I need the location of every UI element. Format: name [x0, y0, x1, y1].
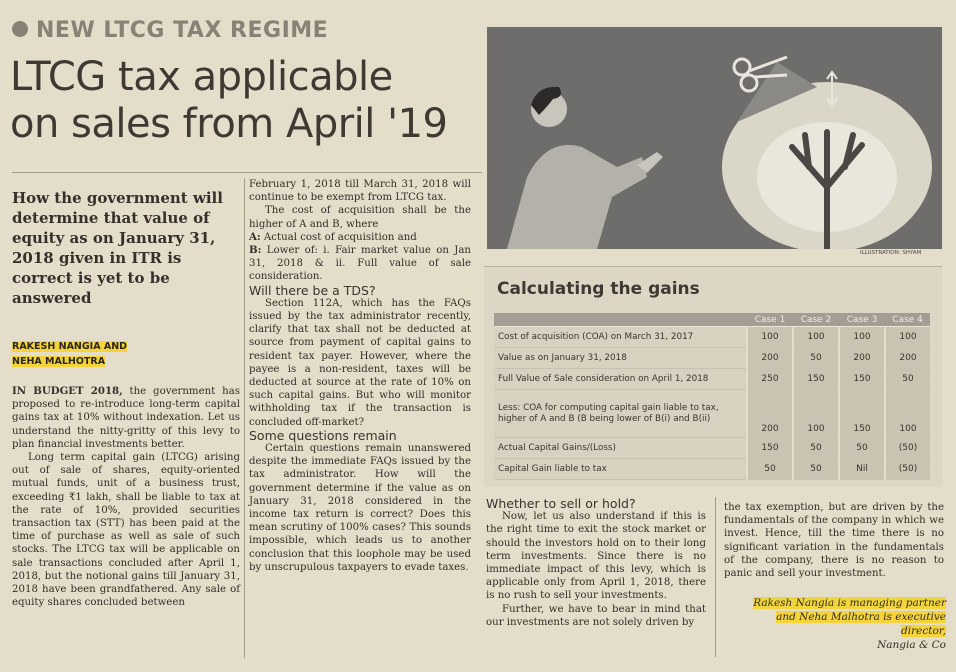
- bullet-dot-icon: [12, 21, 28, 37]
- article-column-1: [12, 385, 240, 609]
- cell: 150: [839, 369, 885, 390]
- cell: 50: [793, 459, 839, 480]
- cell: 150: [839, 390, 885, 438]
- cell: 200: [747, 348, 793, 369]
- table-row: [494, 438, 930, 459]
- byline: [12, 339, 237, 369]
- row-label: Actual Capital Gains/(Loss): [494, 438, 747, 459]
- paragraph: Long term capital gain (LTCG) arising out of sale of shares, equity-oriented mutual funds, unit of a business trust, exceeding ₹1 lakh, shall be liable to tax at the rate of 10%, provided securities transaction tax (STT) has been paid at the time of purchase as well as sale of such stocks. The LTCG tax will be applicable on sale transactions concluded after April 1, 2018, but the notional gains till January 31, 2018 have been grandfathered. Any sale of equity shares concluded between: [12, 452, 240, 609]
- table-title: Calculating the gains: [497, 279, 700, 299]
- article-column-3: [486, 497, 706, 629]
- cell: 200: [885, 348, 930, 369]
- paragraph: Section 112A, which has the FAQs issued by the tax administrator recently, clarify that tax shall not be deducted at source from payment of capital gains to resident tax payer. However, where the payee is a non-resident, taxes will be deducted at source at the rate of 10% on such capital gains. But who will monitor withholding tax if the transaction is concluded off-market?: [249, 297, 471, 428]
- table-row: [494, 327, 930, 348]
- cell: Nil: [839, 459, 885, 480]
- row-label: Full Value of Sale consideration on April 1, 2018: [494, 369, 747, 390]
- column-divider: [244, 178, 245, 658]
- cell: 100: [747, 327, 793, 348]
- cell: 100: [793, 327, 839, 348]
- gains-table: [494, 313, 930, 480]
- cell: 50: [839, 438, 885, 459]
- paragraph: IN BUDGET 2018, the government has proposed to re-introduce long-term capital gains tax at 10% without indexation. Let us understand the nitty-gritty of this levy to plan financial investments better.: [12, 385, 240, 450]
- cell: 50: [793, 438, 839, 459]
- paragraph: B: Lower of: i. Fair market value on Jan 31, 2018 & ii. Full value of sale consideration.: [249, 244, 471, 283]
- paragraph: the tax exemption, but are driven by the fundamentals of the company in which we invest. Hence, till the time there is no significant variation in the fundamentals of the company, there is no reason to panic and sell your investment.: [724, 502, 944, 580]
- cell: 100: [885, 390, 930, 438]
- cell: 100: [839, 327, 885, 348]
- cell: 200: [839, 348, 885, 369]
- cell: 50: [793, 348, 839, 369]
- cell: 150: [747, 438, 793, 459]
- cell: 100: [793, 390, 839, 438]
- author-note-line-1: Rakesh Nangia is managing partner: [753, 597, 946, 609]
- paragraph: Now, let us also understand if this is the right time to exit the stock market or should the investors hold on to their long term investments. Since there is no immediate impact of this levy, which is applicable only from April 1, 2018, there is no rush to sell your investments.: [486, 511, 706, 602]
- row-label: Capital Gain liable to tax: [494, 459, 747, 480]
- cell: 100: [885, 327, 930, 348]
- table-row: [494, 459, 930, 480]
- illustration: [487, 27, 942, 249]
- paragraph: Further, we have to bear in mind that our investments are not solely driven by: [486, 603, 706, 628]
- author-note-line-3: Nangia & Co: [877, 639, 946, 651]
- row-label: Value as on January 31, 2018: [494, 348, 747, 369]
- paragraph: Certain questions remain unanswered despite the immediate FAQs issued by the tax administrator. How will the government determine if the value as on January 31, 2018 considered in the income tax return is correct? Does this mean scrutiny of 100% cases? This sounds impossible, which leads us to another conclusion that this loophole may be used by unscrupulous taxpayers to evade taxes.: [249, 443, 471, 573]
- cell: 50: [885, 369, 930, 390]
- deck-summary: How the government will determine that value of equity as on January 31, 2018 given in ITR is correct is yet to be answered: [12, 189, 223, 307]
- table-header-row: [494, 313, 930, 327]
- paragraph: A: Actual cost of acquisition and: [249, 230, 417, 243]
- column-divider: [715, 497, 716, 657]
- author-note: [728, 596, 946, 652]
- byline-line-1: RAKESH NANGIA AND: [12, 341, 128, 352]
- subhead-questions: Some questions remain: [249, 427, 397, 443]
- column-header: Case 3: [839, 313, 885, 327]
- table-row: [494, 348, 930, 369]
- lead-in: IN BUDGET 2018,: [12, 385, 123, 397]
- table-row: [494, 390, 930, 438]
- subhead-tds: Will there be a TDS?: [249, 282, 376, 298]
- headline-rule: [12, 172, 482, 173]
- cell: 150: [793, 369, 839, 390]
- cell: 250: [747, 369, 793, 390]
- illustration-credit: ILLUSTRATION: SHYAM: [860, 250, 922, 256]
- headline: [10, 54, 480, 148]
- article-column-4: [724, 501, 944, 580]
- section-kicker: NEW LTCG TAX REGIME: [12, 18, 328, 43]
- column-header: Case 2: [793, 313, 839, 327]
- row-label: Less: COA for computing capital gain liable to tax, higher of A and B (B being lower of B(i) and B(ii): [494, 390, 747, 438]
- byline-line-2: NEHA MALHOTRA: [12, 356, 106, 367]
- headline-line-2: on sales from April '19: [10, 101, 448, 147]
- column-header: Case 1: [747, 313, 793, 327]
- cell: (50): [885, 459, 930, 480]
- author-note-line-2: and Neha Malhotra is executive director,: [776, 611, 946, 637]
- cell: 50: [747, 459, 793, 480]
- row-label: Cost of acquisition (COA) on March 31, 2017: [494, 327, 747, 348]
- paragraph: February 1, 2018 till March 31, 2018 will continue to be exempt from LTCG tax.: [249, 179, 471, 204]
- table-row: [494, 369, 930, 390]
- illustration-graphic: [487, 27, 942, 249]
- cell: 200: [747, 390, 793, 438]
- paragraph: The cost of acquisition shall be the higher of A and B, where: [249, 205, 471, 230]
- article-column-2: [249, 178, 471, 574]
- cell: (50): [885, 438, 930, 459]
- headline-line-1: LTCG tax applicable: [10, 54, 393, 100]
- subhead-sell-or-hold: Whether to sell or hold?: [486, 496, 636, 511]
- column-header: Case 4: [885, 313, 930, 327]
